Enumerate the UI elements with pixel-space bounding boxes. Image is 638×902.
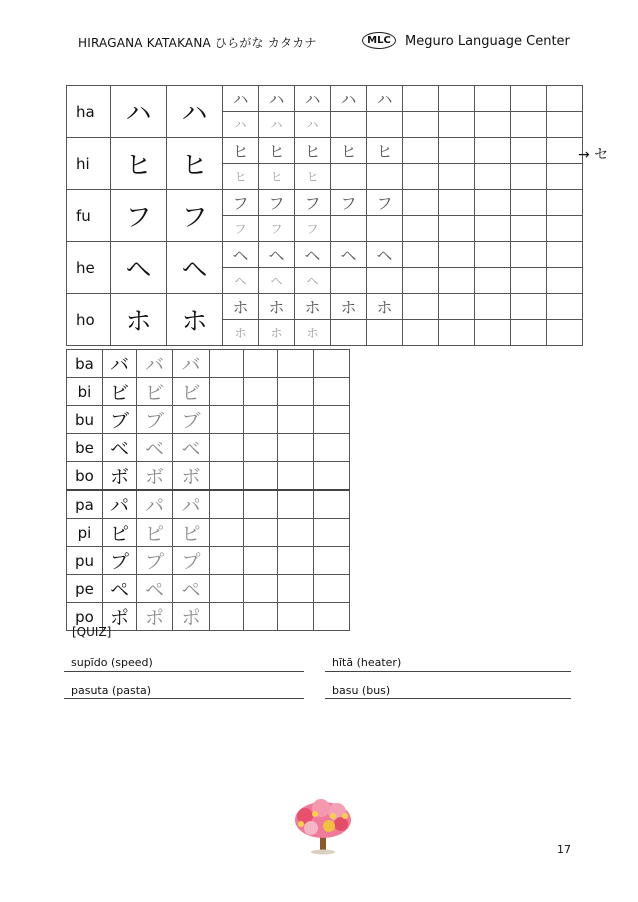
quiz-answer-line — [64, 698, 304, 699]
practice-cell — [403, 320, 439, 346]
practice-cell — [244, 378, 278, 406]
trace-cell: フ — [295, 190, 331, 216]
model-kana-bold: ヒ — [167, 138, 223, 190]
trace-cell-light: ヒ — [223, 164, 259, 190]
practice-cell — [511, 112, 547, 138]
trace-cell: ビ — [173, 378, 210, 406]
model-kana: バ — [103, 350, 137, 378]
main-kana-table — [66, 85, 583, 346]
practice-cell — [244, 603, 278, 631]
main-row — [67, 294, 583, 320]
quiz-item: basu (bus) — [332, 684, 391, 697]
model-kana: ポ — [103, 603, 137, 631]
practice-cell — [511, 268, 547, 294]
practice-cell — [439, 216, 475, 242]
practice-cell — [210, 350, 244, 378]
trace-cell: ボ — [137, 462, 173, 491]
practice-cell — [439, 86, 475, 112]
practice-cell — [367, 112, 403, 138]
trace-cell: ハ — [295, 86, 331, 112]
quiz-answer-line — [325, 698, 571, 699]
quiz-item: hītā (heater) — [332, 656, 402, 669]
practice-cell — [278, 490, 314, 519]
practice-cell — [244, 547, 278, 575]
practice-cell — [403, 190, 439, 216]
trace-cell: ホ — [259, 294, 295, 320]
practice-cell — [511, 190, 547, 216]
model-kana: ビ — [103, 378, 137, 406]
trace-cell: ペ — [173, 575, 210, 603]
trace-cell-light: ホ — [259, 320, 295, 346]
practice-cell — [314, 462, 350, 491]
practice-cell — [511, 138, 547, 164]
trace-cell: ハ — [331, 86, 367, 112]
main-row — [67, 138, 583, 164]
practice-cell — [475, 164, 511, 190]
trace-cell: フ — [331, 190, 367, 216]
practice-cell — [403, 86, 439, 112]
practice-cell — [278, 603, 314, 631]
practice-cell — [331, 216, 367, 242]
model-kana: ブ — [103, 406, 137, 434]
practice-cell — [210, 603, 244, 631]
trace-cell-light: ヒ — [295, 164, 331, 190]
practice-cell — [314, 350, 350, 378]
practice-cell — [511, 242, 547, 268]
model-kana-bold: ホ — [167, 294, 223, 346]
practice-cell — [439, 112, 475, 138]
header-title: HIRAGANA KATAKANA ひらがな カタカナ — [78, 36, 317, 50]
trace-cell: ヒ — [367, 138, 403, 164]
kana-row — [67, 434, 350, 462]
practice-cell — [403, 112, 439, 138]
practice-cell — [278, 547, 314, 575]
trace-cell: ヘ — [367, 242, 403, 268]
practice-cell — [314, 406, 350, 434]
practice-cell — [244, 350, 278, 378]
practice-cell — [547, 190, 583, 216]
model-kana: フ — [111, 190, 167, 242]
trace-cell-light: ハ — [295, 112, 331, 138]
practice-cell — [210, 378, 244, 406]
model-kana: ヒ — [111, 138, 167, 190]
romaji-label: ba — [67, 350, 103, 378]
practice-cell — [278, 519, 314, 547]
practice-cell — [210, 575, 244, 603]
practice-cell — [314, 490, 350, 519]
romaji-label: pa — [67, 490, 103, 519]
practice-cell — [475, 268, 511, 294]
practice-cell — [439, 164, 475, 190]
practice-cell — [331, 164, 367, 190]
tree-illustration — [291, 798, 355, 856]
model-kana: ホ — [111, 294, 167, 346]
practice-cell — [367, 216, 403, 242]
practice-cell — [278, 378, 314, 406]
practice-cell — [511, 320, 547, 346]
practice-cell — [403, 242, 439, 268]
trace-cell: ヒ — [259, 138, 295, 164]
practice-cell — [314, 519, 350, 547]
practice-cell — [403, 268, 439, 294]
model-kana: ピ — [103, 519, 137, 547]
practice-cell — [511, 294, 547, 320]
trace-cell-light: フ — [223, 216, 259, 242]
trace-cell: ヒ — [331, 138, 367, 164]
trace-cell-light: ヒ — [259, 164, 295, 190]
practice-cell — [511, 86, 547, 112]
trace-cell: ベ — [137, 434, 173, 462]
kana-row — [67, 462, 350, 491]
practice-cell — [475, 138, 511, 164]
trace-cell: ヒ — [223, 138, 259, 164]
practice-cell — [331, 112, 367, 138]
practice-cell — [475, 320, 511, 346]
trace-cell: ヘ — [259, 242, 295, 268]
practice-cell — [331, 320, 367, 346]
trace-cell-light: ヘ — [223, 268, 259, 294]
practice-cell — [403, 164, 439, 190]
trace-cell: ホ — [367, 294, 403, 320]
practice-cell — [244, 490, 278, 519]
practice-cell — [439, 190, 475, 216]
kana-row — [67, 350, 350, 378]
trace-cell: プ — [173, 547, 210, 575]
side-note: → セ — [578, 147, 609, 163]
trace-cell: ボ — [173, 462, 210, 491]
practice-cell — [475, 112, 511, 138]
practice-cell — [403, 294, 439, 320]
practice-cell — [511, 164, 547, 190]
practice-cell — [210, 519, 244, 547]
trace-cell: フ — [259, 190, 295, 216]
practice-cell — [278, 434, 314, 462]
dakuten-table — [66, 349, 350, 631]
trace-cell-light: フ — [259, 216, 295, 242]
romaji-label: hi — [67, 138, 111, 190]
trace-cell: ピ — [137, 519, 173, 547]
practice-cell — [475, 190, 511, 216]
practice-cell — [439, 294, 475, 320]
trace-cell: フ — [223, 190, 259, 216]
trace-cell-light: ハ — [223, 112, 259, 138]
practice-cell — [278, 406, 314, 434]
practice-cell — [475, 216, 511, 242]
practice-cell — [244, 434, 278, 462]
trace-cell-light: ヘ — [295, 268, 331, 294]
practice-cell — [475, 86, 511, 112]
quiz-answer-line — [64, 671, 304, 672]
model-kana: ハ — [111, 86, 167, 138]
practice-cell — [244, 406, 278, 434]
practice-cell — [403, 216, 439, 242]
trace-cell: バ — [173, 350, 210, 378]
main-row — [67, 242, 583, 268]
quiz-title: [QUIZ] — [72, 625, 112, 639]
page-number: 17 — [557, 843, 571, 856]
model-kana: ペ — [103, 575, 137, 603]
practice-cell — [439, 138, 475, 164]
romaji-label: ho — [67, 294, 111, 346]
practice-cell — [314, 575, 350, 603]
practice-cell — [210, 462, 244, 491]
trace-cell: ペ — [137, 575, 173, 603]
trace-cell-light: ハ — [259, 112, 295, 138]
romaji-label: bo — [67, 462, 103, 491]
practice-cell — [314, 547, 350, 575]
main-row — [67, 86, 583, 112]
trace-cell-light: ヘ — [259, 268, 295, 294]
practice-cell — [547, 320, 583, 346]
trace-cell-light: ホ — [295, 320, 331, 346]
kana-row — [67, 547, 350, 575]
trace-cell-light: フ — [295, 216, 331, 242]
practice-cell — [210, 547, 244, 575]
quiz-item: pasuta (pasta) — [71, 684, 152, 697]
romaji-label: bi — [67, 378, 103, 406]
practice-cell — [244, 462, 278, 491]
practice-cell — [367, 320, 403, 346]
trace-cell: パ — [137, 490, 173, 519]
trace-cell: プ — [137, 547, 173, 575]
model-kana-bold: フ — [167, 190, 223, 242]
practice-cell — [403, 138, 439, 164]
practice-cell — [210, 490, 244, 519]
practice-cell — [314, 378, 350, 406]
kana-row — [67, 575, 350, 603]
mlc-logo: MLC — [362, 32, 396, 49]
trace-cell: ポ — [137, 603, 173, 631]
practice-cell — [475, 294, 511, 320]
trace-cell: ハ — [223, 86, 259, 112]
trace-cell: ヘ — [223, 242, 259, 268]
model-kana-bold: ヘ — [167, 242, 223, 294]
model-kana: ベ — [103, 434, 137, 462]
practice-cell — [547, 112, 583, 138]
model-kana: ボ — [103, 462, 137, 491]
quiz-item: supīdo (speed) — [71, 656, 153, 669]
practice-cell — [278, 462, 314, 491]
romaji-label: pu — [67, 547, 103, 575]
practice-cell — [314, 434, 350, 462]
model-kana: パ — [103, 490, 137, 519]
trace-cell: フ — [367, 190, 403, 216]
romaji-label: be — [67, 434, 103, 462]
trace-cell-light: ホ — [223, 320, 259, 346]
practice-cell — [314, 603, 350, 631]
trace-cell: ポ — [173, 603, 210, 631]
trace-cell: ヒ — [295, 138, 331, 164]
model-kana-bold: ハ — [167, 86, 223, 138]
practice-cell — [367, 268, 403, 294]
practice-cell — [547, 86, 583, 112]
practice-cell — [367, 164, 403, 190]
practice-cell — [547, 268, 583, 294]
trace-cell: パ — [173, 490, 210, 519]
trace-cell: ベ — [173, 434, 210, 462]
practice-cell — [547, 164, 583, 190]
kana-row — [67, 519, 350, 547]
trace-cell: ハ — [367, 86, 403, 112]
kana-row — [67, 406, 350, 434]
romaji-label: bu — [67, 406, 103, 434]
romaji-label: fu — [67, 190, 111, 242]
header-org: Meguro Language Center — [405, 34, 570, 49]
quiz-answer-line — [325, 671, 571, 672]
practice-cell — [511, 216, 547, 242]
practice-cell — [475, 242, 511, 268]
trace-cell: ヘ — [331, 242, 367, 268]
practice-cell — [210, 406, 244, 434]
romaji-label: pe — [67, 575, 103, 603]
trace-cell: ホ — [295, 294, 331, 320]
main-row — [67, 190, 583, 216]
model-kana: ヘ — [111, 242, 167, 294]
practice-cell — [210, 434, 244, 462]
practice-cell — [278, 350, 314, 378]
trace-cell: ブ — [137, 406, 173, 434]
practice-cell — [244, 519, 278, 547]
practice-cell — [547, 216, 583, 242]
practice-cell — [439, 320, 475, 346]
practice-cell — [547, 294, 583, 320]
practice-cell — [244, 575, 278, 603]
trace-cell: バ — [137, 350, 173, 378]
trace-cell: ホ — [331, 294, 367, 320]
practice-cell — [547, 242, 583, 268]
practice-cell — [439, 268, 475, 294]
practice-cell — [439, 242, 475, 268]
romaji-label: po — [67, 603, 103, 631]
romaji-label: he — [67, 242, 111, 294]
kana-row — [67, 490, 350, 519]
kana-row — [67, 378, 350, 406]
romaji-label: pi — [67, 519, 103, 547]
trace-cell: ホ — [223, 294, 259, 320]
trace-cell: ブ — [173, 406, 210, 434]
model-kana: プ — [103, 547, 137, 575]
trace-cell: ハ — [259, 86, 295, 112]
trace-cell: ビ — [137, 378, 173, 406]
trace-cell: ピ — [173, 519, 210, 547]
romaji-label: ha — [67, 86, 111, 138]
practice-cell — [278, 575, 314, 603]
trace-cell: ヘ — [295, 242, 331, 268]
practice-cell — [331, 268, 367, 294]
